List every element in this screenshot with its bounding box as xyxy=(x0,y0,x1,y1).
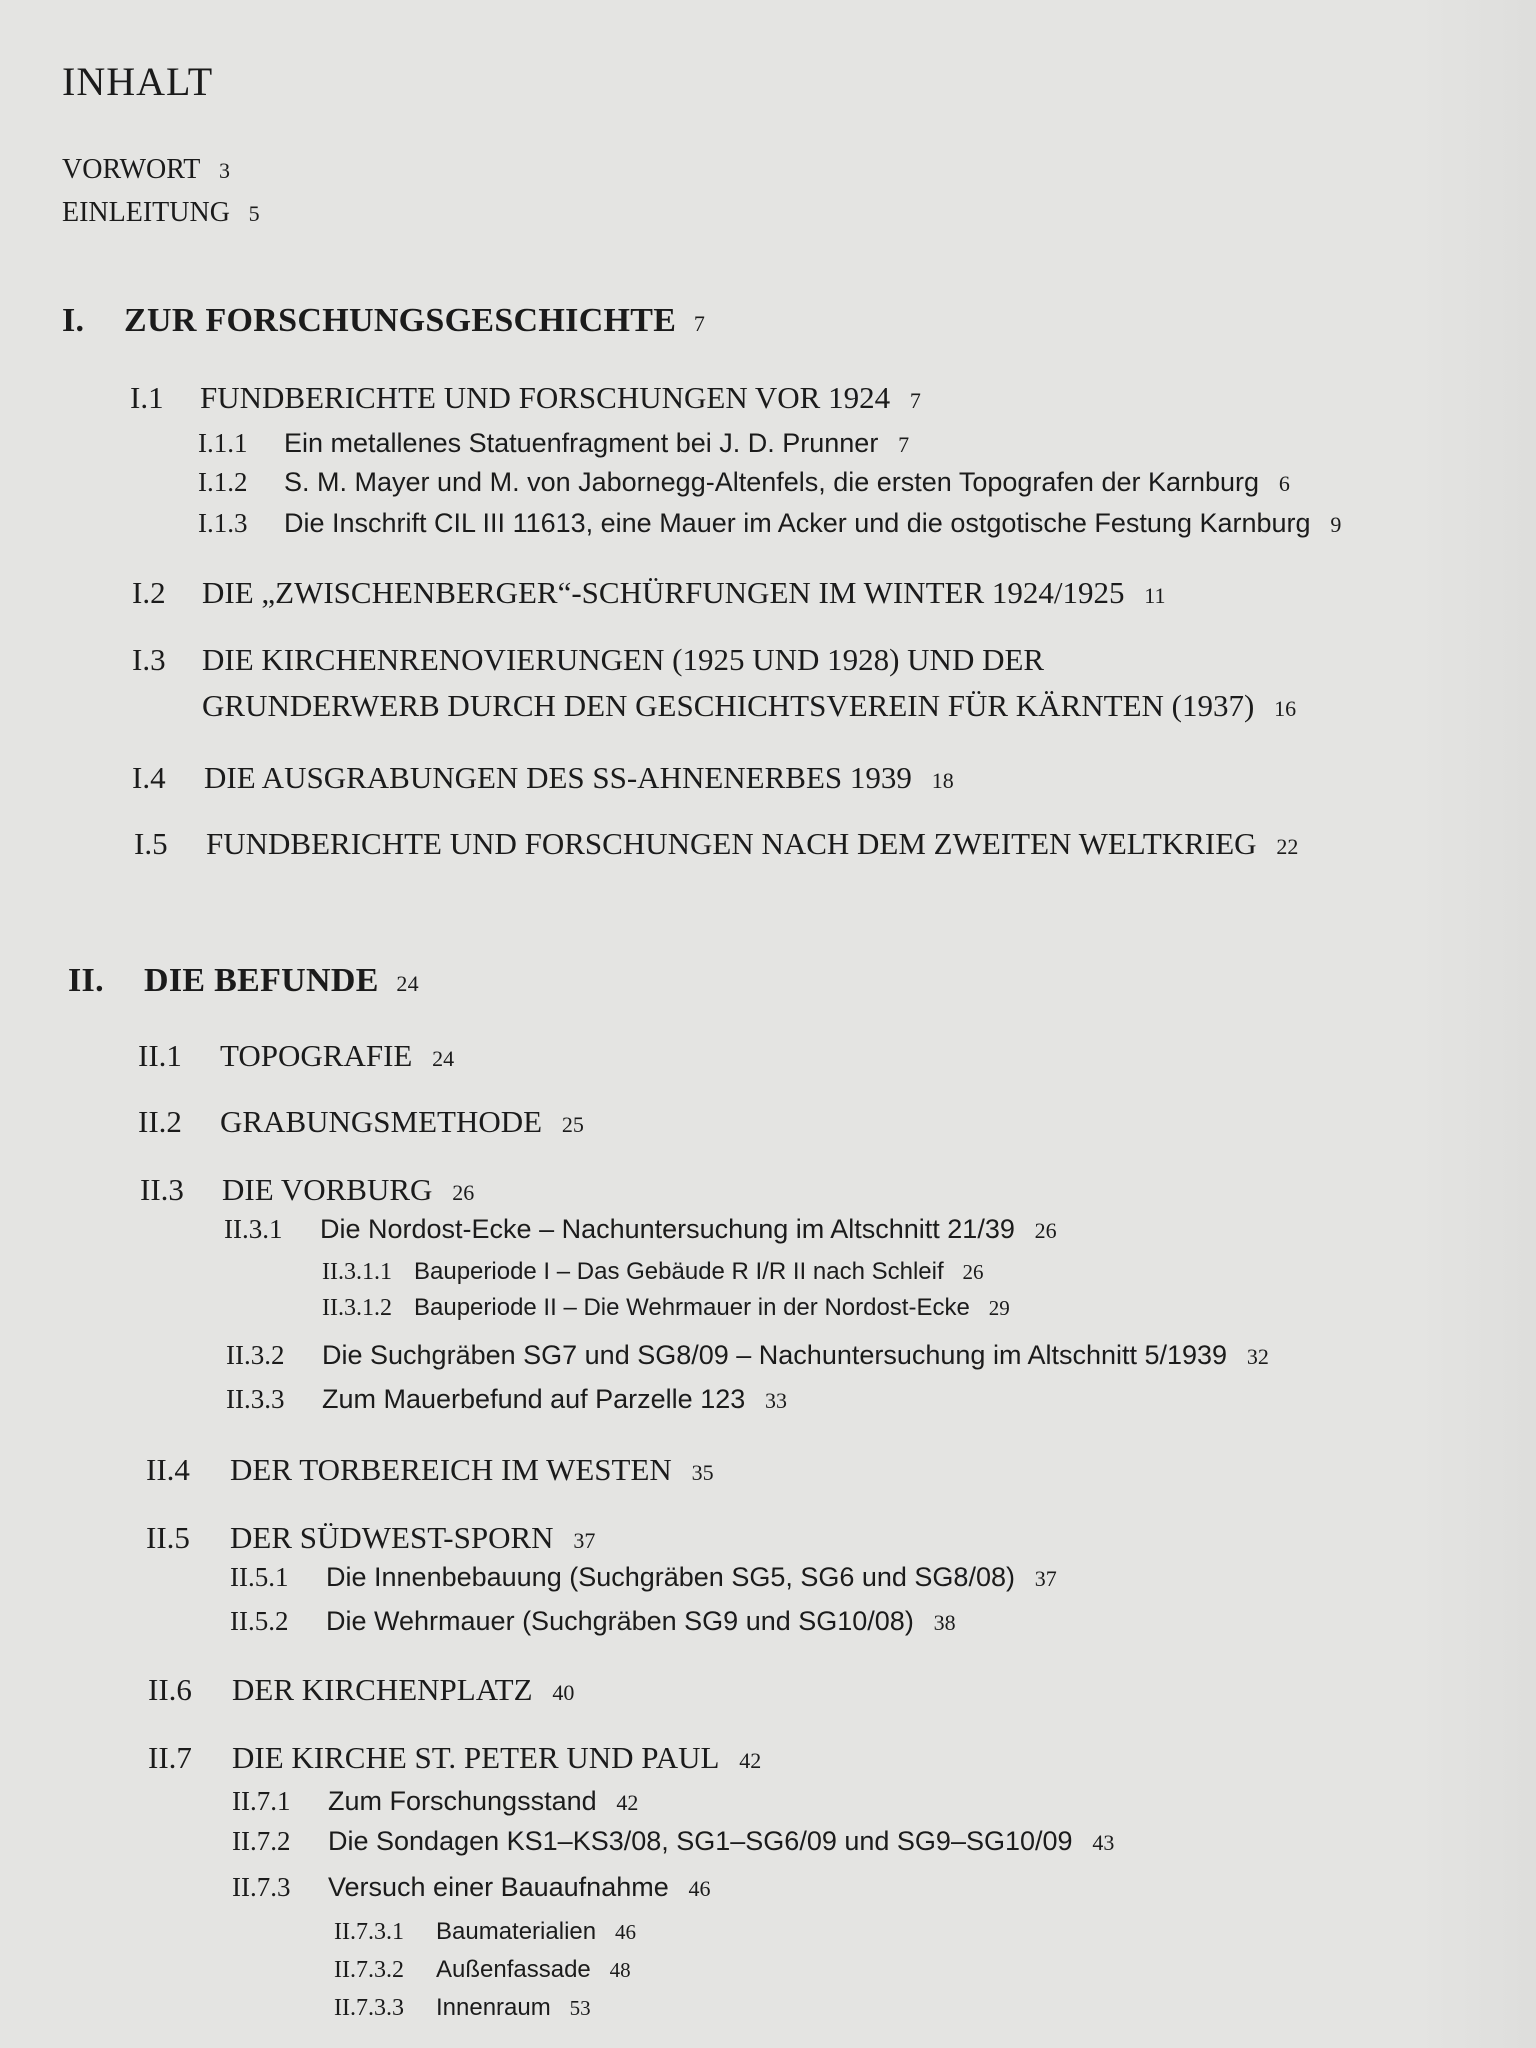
subsection-page: 46 xyxy=(688,1876,711,1901)
toc-section-2-2[interactable] xyxy=(138,1104,584,1140)
section-title: FUNDBERICHTE UND FORSCHUNGEN NACH DEM ZWEITEN WELTKRIEG xyxy=(206,826,1257,861)
part-number: I. xyxy=(62,302,85,339)
subsubsection-number: II.7.3.1 xyxy=(334,1919,404,1945)
subsection-number: II.7.1 xyxy=(232,1786,291,1816)
toc-subsubsection[interactable] xyxy=(334,1918,636,1946)
toc-subsubsection[interactable] xyxy=(334,1994,591,2022)
subsection-number: II.7.3 xyxy=(232,1872,291,1902)
toc-section-2-5[interactable] xyxy=(146,1520,595,1556)
subsection-title: Die Suchgräben SG7 und SG8/09 – Nachuntersuchung im Altschnitt 5/1939 xyxy=(322,1340,1228,1370)
entry-page: 5 xyxy=(248,201,260,226)
toc-subsection[interactable] xyxy=(198,467,1290,498)
subsection-title: Die Nordost-Ecke – Nachuntersuchung im Altschnitt 21/39 xyxy=(320,1214,1015,1244)
subsubsection-number: II.3.1.1 xyxy=(322,1259,392,1285)
subsubsection-title: Bauperiode II – Die Wehrmauer in der Nordost-Ecke xyxy=(414,1294,970,1321)
section-title: DER SÜDWEST-SPORN xyxy=(230,1520,554,1555)
toc-subsubsection[interactable] xyxy=(334,1956,631,1984)
section-title: DIE VORBURG xyxy=(222,1172,433,1207)
section-title: TOPOGRAFIE xyxy=(220,1038,413,1073)
part-number: II. xyxy=(68,962,104,999)
facing-page-shadow xyxy=(1416,0,1536,2048)
section-page: 7 xyxy=(909,388,921,413)
section-page: 16 xyxy=(1274,696,1297,721)
subsection-number: II.5.1 xyxy=(230,1562,289,1592)
subsubsection-title: Bauperiode I – Das Gebäude R I/R II nach Schleif xyxy=(414,1258,944,1285)
section-number: II.6 xyxy=(148,1672,192,1707)
subsection-page: 32 xyxy=(1246,1344,1269,1369)
toc-part-1[interactable] xyxy=(62,302,705,340)
subsection-page: 6 xyxy=(1278,471,1290,496)
toc-section-2-4[interactable] xyxy=(146,1452,714,1488)
part-title: ZUR FORSCHUNGSGESCHICHTE xyxy=(124,302,677,339)
subsection-title: Die Inschrift CIL III 11613, eine Mauer im Acker und die ostgotische Festung Karnburg xyxy=(284,508,1311,538)
subsection-number: I.1.3 xyxy=(198,508,248,538)
section-title: FUNDBERICHTE UND FORSCHUNGEN VOR 1924 xyxy=(200,380,891,415)
part-title: DIE BEFUNDE xyxy=(144,962,379,999)
subsubsection-title: Baumaterialien xyxy=(436,1918,597,1945)
subsection-title: Die Sondagen KS1–KS3/08, SG1–SG6/09 und SG9–SG10/09 xyxy=(328,1826,1073,1856)
subsubsection-number: II.7.3.2 xyxy=(334,1957,404,1983)
section-title: DER KIRCHENPLATZ xyxy=(232,1672,533,1707)
subsection-title: Die Wehrmauer (Suchgräben SG9 und SG10/08) xyxy=(326,1606,914,1636)
toc-section-2-6[interactable] xyxy=(148,1672,574,1708)
page-title: INHALT xyxy=(62,59,214,104)
subsection-number: II.3.2 xyxy=(226,1340,285,1370)
section-page: 25 xyxy=(561,1112,584,1137)
toc-subsection[interactable] xyxy=(232,1786,638,1817)
subsection-page: 43 xyxy=(1092,1830,1115,1855)
toc-subsection[interactable] xyxy=(198,508,1341,539)
subsubsection-title: Außenfassade xyxy=(436,1956,591,1983)
toc-subsection[interactable] xyxy=(226,1340,1269,1371)
entry-page: 3 xyxy=(219,158,231,183)
subsection-page: 7 xyxy=(898,432,910,457)
toc-section-1-1[interactable] xyxy=(130,380,921,416)
subsection-title: Zum Forschungsstand xyxy=(328,1786,597,1816)
section-page: 26 xyxy=(452,1180,475,1205)
toc-subsection[interactable] xyxy=(230,1606,956,1637)
toc-subsection[interactable] xyxy=(226,1384,787,1415)
toc-section-1-5[interactable] xyxy=(134,826,1298,862)
subsection-number: II.3.3 xyxy=(226,1384,285,1414)
toc-section-2-7[interactable] xyxy=(148,1740,761,1776)
toc-subsection[interactable] xyxy=(224,1214,1057,1245)
subsubsection-number: II.7.3.3 xyxy=(334,1995,404,2021)
section-page: 37 xyxy=(573,1528,596,1553)
toc-section-1-4[interactable] xyxy=(132,760,954,796)
section-title: DIE AUSGRABUNGEN DES SS-AHNENERBES 1939 xyxy=(204,760,912,795)
subsection-title: Die Innenbebauung (Suchgräben SG5, SG6 und SG8/08) xyxy=(326,1562,1015,1592)
subsubsection-number: II.3.1.2 xyxy=(322,1295,392,1321)
section-page: 11 xyxy=(1144,583,1166,608)
subsection-number: I.1.1 xyxy=(198,428,248,458)
subsubsection-page: 29 xyxy=(988,1296,1010,1320)
toc-subsubsection[interactable] xyxy=(322,1258,984,1286)
section-number: I.2 xyxy=(132,575,166,610)
subsection-title: Ein metallenes Statuenfragment bei J. D. Prunner xyxy=(284,428,879,458)
section-title: GRABUNGSMETHODE xyxy=(220,1104,543,1139)
section-page: 35 xyxy=(691,1460,714,1485)
section-title: DIE KIRCHE ST. PETER UND PAUL xyxy=(232,1740,720,1775)
section-number: II.5 xyxy=(146,1520,190,1555)
section-number: II.4 xyxy=(146,1452,190,1487)
subsection-page: 9 xyxy=(1330,512,1342,537)
section-page: 24 xyxy=(432,1046,455,1071)
subsection-page: 26 xyxy=(1034,1218,1057,1243)
subsection-title: Zum Mauerbefund auf Parzelle 123 xyxy=(322,1384,746,1414)
toc-entry-vorwort[interactable] xyxy=(62,154,230,186)
subsection-title: S. M. Mayer und M. von Jabornegg-Altenfels, die ersten Topografen der Karnburg xyxy=(284,467,1260,497)
subsection-number: II.3.1 xyxy=(224,1214,283,1244)
section-page: 22 xyxy=(1276,834,1299,859)
section-number: I.5 xyxy=(134,826,168,861)
section-page: 42 xyxy=(739,1748,762,1773)
section-number: I.3 xyxy=(132,642,166,677)
part-page: 24 xyxy=(396,971,419,996)
subsection-title: Versuch einer Bauaufnahme xyxy=(328,1872,669,1902)
subsection-page: 37 xyxy=(1034,1566,1057,1591)
toc-entry-einleitung[interactable] xyxy=(62,197,260,229)
section-number: II.3 xyxy=(140,1172,184,1207)
section-title: DER TORBEREICH IM WESTEN xyxy=(230,1452,672,1487)
subsubsection-title: Innenraum xyxy=(436,1994,551,2021)
subsubsection-page: 46 xyxy=(614,1920,636,1944)
toc-subsection[interactable] xyxy=(230,1562,1057,1593)
toc-part-2[interactable] xyxy=(68,962,419,1000)
section-title: DIE „ZWISCHENBERGER“-SCHÜRFUNGEN IM WINTER 1924/1925 xyxy=(202,575,1125,610)
toc-subsection[interactable] xyxy=(232,1872,711,1903)
section-title-line1: DIE KIRCHENRENOVIERUNGEN (1925 UND 1928) UND DER xyxy=(202,642,1045,677)
section-page: 18 xyxy=(931,768,954,793)
toc-section-2-3[interactable] xyxy=(140,1172,474,1208)
toc-subsubsection[interactable] xyxy=(322,1294,1010,1322)
subsubsection-page: 26 xyxy=(962,1260,984,1284)
subsection-number: I.1.2 xyxy=(198,467,248,497)
toc-section-1-3[interactable] xyxy=(132,642,1044,678)
entry-title: VORWORT xyxy=(62,154,201,185)
toc-section-2-1[interactable] xyxy=(138,1038,454,1074)
section-page: 40 xyxy=(552,1680,575,1705)
section-number: II.1 xyxy=(138,1038,182,1073)
section-number: I.4 xyxy=(132,760,166,795)
subsection-number: II.7.2 xyxy=(232,1826,291,1856)
subsubsection-page: 48 xyxy=(609,1958,631,1982)
subsubsection-page: 53 xyxy=(569,1996,591,2020)
subsection-page: 33 xyxy=(765,1388,788,1413)
toc-section-1-2[interactable] xyxy=(132,575,1165,611)
entry-title: EINLEITUNG xyxy=(62,197,230,228)
subsection-page: 38 xyxy=(933,1610,956,1635)
section-title-line2: GRUNDERWERB DURCH DEN GESCHICHTSVEREIN FÜR KÄRNTEN (1937) xyxy=(202,688,1255,723)
subsection-number: II.5.2 xyxy=(230,1606,289,1636)
section-number: I.1 xyxy=(130,380,164,415)
toc-subsection[interactable] xyxy=(198,428,909,459)
section-number: II.2 xyxy=(138,1104,182,1139)
part-page: 7 xyxy=(693,311,706,336)
toc-subsection[interactable] xyxy=(232,1826,1114,1857)
section-number: II.7 xyxy=(148,1740,192,1775)
toc-section-1-3-cont[interactable] xyxy=(202,688,1296,724)
subsection-page: 42 xyxy=(616,1790,639,1815)
